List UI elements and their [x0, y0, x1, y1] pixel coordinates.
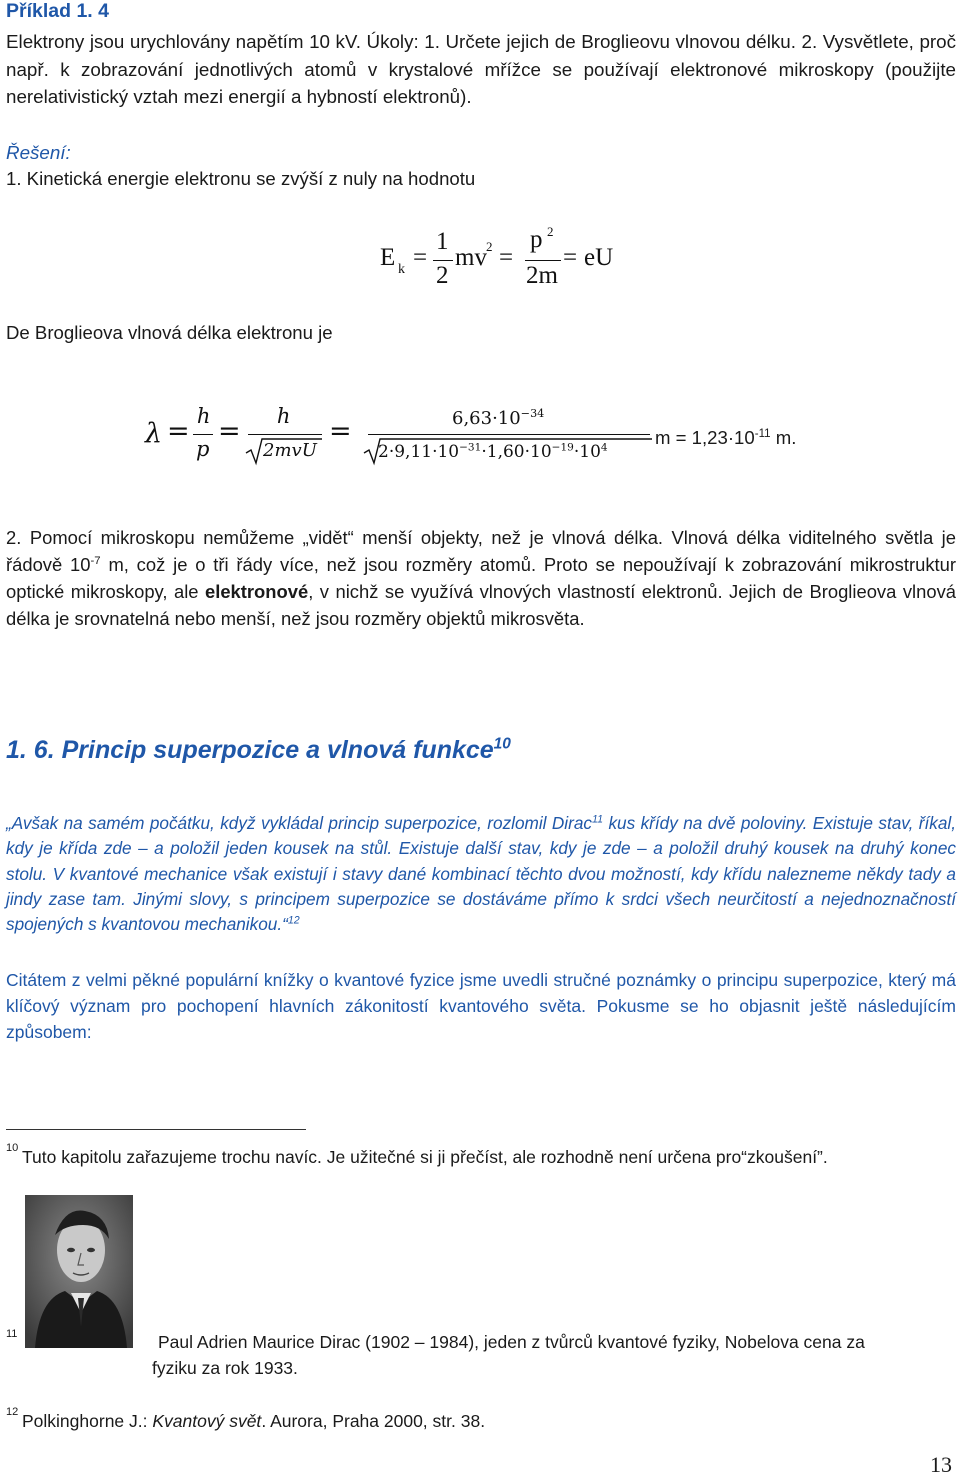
solution-label: Řešení: — [6, 142, 71, 163]
eq1-2m: 2m — [526, 262, 558, 289]
dirac-portrait — [25, 1195, 133, 1348]
eq2-den-c: ·10 — [573, 442, 601, 462]
eq2-den-a-exp: −31 — [459, 441, 482, 454]
eq2-equals-1: = — [167, 416, 190, 447]
footnote-12-author: Polkinghorne J.: — [22, 1411, 153, 1431]
eq2-equals-2: = — [218, 416, 241, 447]
quote-text-1: „Avšak na samém počátku, když vykládal princip superpozice, rozlomil Dirac — [6, 813, 592, 833]
quote-text-2: kus křídy na dvě poloviny. Existuje stav, říkal, kdy je křída zde – a položil jeden kousek na stůl. Existuje další stav, kdy je zde – a položil druhý kousek na druhý konec stolu. V kvantové mechanice však existují i stavy dané kombinací těchto dvou možností, kdy křídu nalezneme někdy tady a jindy zase tam. Jinými slovy, s principem superpozice se dostáváme přímo k srdci všech neurčitostí a nejednoznačností spojených s kvantovou mechanikou.“ — [6, 813, 957, 935]
example-title: Příklad 1. 4 — [6, 0, 109, 22]
eq1-mv: mv — [455, 244, 487, 271]
part2-bold: elektronové — [204, 581, 309, 602]
eq2-fraction-bar-1 — [193, 434, 213, 435]
page-number: 13 — [930, 1452, 952, 1477]
footnote-12-publisher: . Aurora, Praha 2000, str. 38. — [261, 1411, 486, 1431]
step1-text: 1. Kinetická energie elektronu se zvýší z nuly na hodnotu — [6, 168, 476, 189]
eq2-result-exp: -11 — [754, 427, 771, 440]
footnote-10: Tuto kapitolu zařazujeme trochu navíc. Je užitečné si ji přečíst, ale rozhodně není určena pro“zkoušení”. — [22, 1147, 828, 1167]
eq1-equals-2: = — [499, 244, 514, 271]
debroglie-equation — [0, 380, 960, 490]
footnote-separator — [6, 1129, 306, 1130]
kinetic-energy-equation — [0, 0, 960, 320]
eq1-p: p — [530, 226, 543, 253]
eq2-result — [655, 424, 796, 451]
eq2-result-unit: m. — [770, 427, 797, 448]
eq2-denominator — [378, 442, 608, 462]
dirac-quote — [6, 811, 956, 937]
eq2-den-a: 2·9,11·10 — [378, 442, 460, 462]
eq2-den-c-exp: 4 — [600, 441, 608, 454]
eq2-den-b: ·1,60·10 — [481, 442, 552, 462]
problem-statement: Elektrony jsou urychlovány napětím 10 kV. Úkoly: 1. Určete jejich de Broglieovu vlnovou délku. 2. Vysvětlete, proč např. k zobrazování jednotlivých atomů v krystalové mřížce se používají elektronové mikroskopy (použijte nerelativistický vztah mezi energií a hybností elektronů). — [6, 31, 956, 107]
footnote-11: Paul Adrien Maurice Dirac (1902 – 1984), jeden z tvůrců kvantové fyziky, Nobelova cena za fyziku za rok 1933. — [152, 1332, 865, 1378]
eq1-two: 2 — [436, 262, 449, 289]
footnote-12-book-title: Kvantový svět — [152, 1411, 262, 1431]
part2-text-1: 2. Pomocí mikroskopu nemůžeme „vidět“ menší objekty, než je vlnová délka. Vlnová délka viditelného světla je řádově 10 — [6, 527, 956, 575]
footnote-12-mark: 12 — [6, 1406, 19, 1418]
eq1-one: 1 — [436, 228, 449, 255]
footnote-12 — [22, 1408, 485, 1434]
eq1-p-sq: 2 — [547, 224, 554, 239]
eq2-p: 𝑝 — [196, 437, 210, 461]
section-heading — [6, 736, 511, 765]
eq2-den-b-exp: −19 — [551, 441, 574, 454]
eq2-num-mantissa: 6,63·10 — [452, 408, 521, 429]
eq2-radicand-1: 2𝑚𝑣𝑈 — [263, 440, 317, 461]
quote-footnote-ref-11: 11 — [592, 813, 604, 826]
footnote-11-mark: 11 — [6, 1328, 18, 1340]
eq2-result-value: m = 1,23·10 — [655, 427, 755, 448]
eq2-lambda: λ — [145, 418, 163, 449]
eq2-h-1: ℎ — [197, 404, 211, 428]
part2-exp: -7 — [90, 554, 101, 567]
eq2-numerator — [452, 408, 544, 429]
eq1-sq: 2 — [486, 239, 493, 254]
citation-paragraph: Citátem z velmi pěkné populární knížky o kvantové fyzice jsme uvedli stručné poznámky o principu superpozice, který má klíčový význam pro pochopení hlavních zákonitostí kvantového světa. Pokusme se ho objasnit ještě následujícím způsobem: — [6, 970, 956, 1042]
eq1-equals-3: = — [563, 244, 578, 271]
section-heading-text: 1. 6. Princip superpozice a vlnová funkce — [6, 736, 494, 764]
eq2-equals-3: = — [329, 416, 352, 447]
debroglie-text: De Broglieova vlnová délka elektronu je — [6, 322, 333, 343]
quote-footnote-ref-12: 12 — [287, 914, 300, 927]
eq2-num-exp: −34 — [520, 407, 545, 420]
eq1-k: k — [398, 262, 405, 277]
part2-paragraph — [6, 524, 956, 632]
part2-text-2: m, což je o tři řády více, než jsou rozměry atomů. Proto se nepoužívají k zobrazování mikrostruktur optické mikroskopy, ale — [6, 554, 956, 602]
footnote-10-mark: 10 — [6, 1142, 19, 1154]
eq1-eU: eU — [584, 244, 614, 271]
eq1-equals-1: = — [413, 244, 428, 271]
eq2-h-2: ℎ — [277, 404, 291, 428]
section-heading-footnote-ref: 10 — [493, 735, 511, 753]
part2-text-3: , v nichž se využívá vlnových vlastností elektronů. Jejich de Broglieova vlnová délka je srovnatelná nebo menší, než jsou rozměry objektů mikrosvěta. — [6, 581, 956, 629]
eq1-E: E — [380, 244, 396, 271]
